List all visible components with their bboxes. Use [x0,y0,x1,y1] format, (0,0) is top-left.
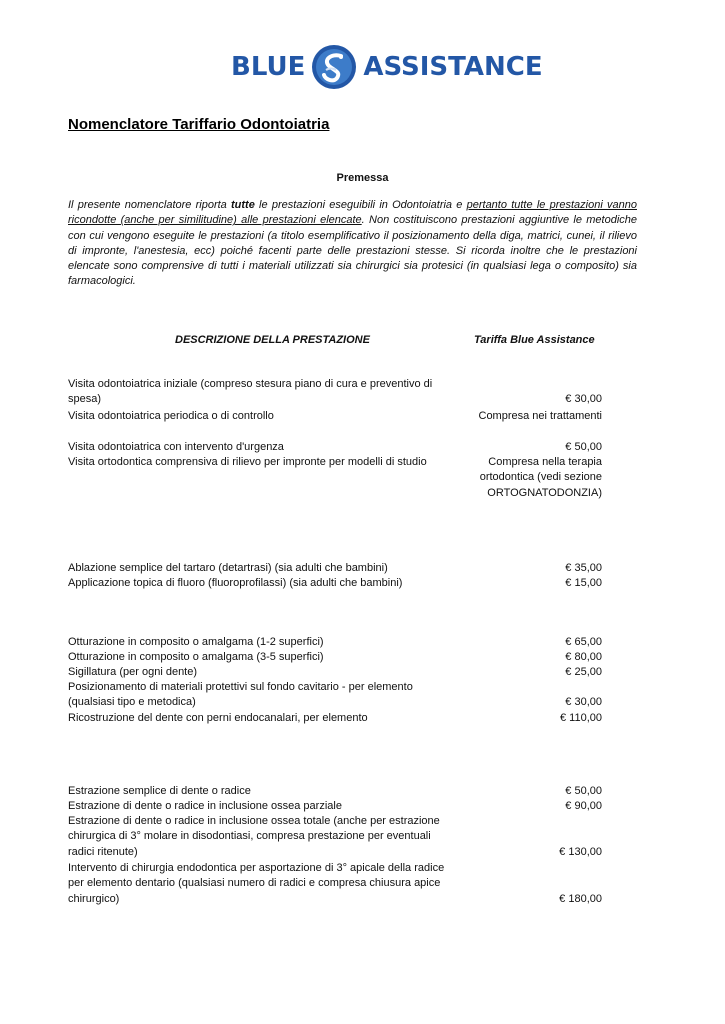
row-price: Compresa nei trattamenti [478,410,602,422]
logo-emblem-icon [311,44,357,90]
logo-word-right: ASSISTANCE [363,52,543,82]
premessa-text-2: le prestazioni eseguibili in Odontoiatria e [254,199,467,211]
row-description: Visita ortodontica comprensiva di rilievo per impronte per modelli di studio [68,456,427,468]
premessa-bold: tutte [231,199,255,211]
row-price: € 90,00 [565,800,602,812]
premessa-paragraph [68,198,637,290]
row-price: € 80,00 [565,651,602,663]
row-description: Ablazione semplice del tartaro (detartrasi) (sia adulti che bambini) [68,562,388,574]
row-price: € 130,00 [559,846,602,858]
row-description: Visita odontoiatrica periodica o di controllo [68,410,274,422]
row-price: € 110,00 [559,712,602,724]
row-description: Visita odontoiatrica con intervento d'urgenza [68,441,284,453]
column-header-price: Tariffa Blue Assistance [474,334,595,346]
row-description: Visita odontoiatrica iniziale (compreso stesura piano di cura e preventivo di spesa) [68,378,433,406]
logo-word-left: BLUE [231,52,306,82]
row-description: Ricostruzione del dente con perni endocanalari, per elemento [68,712,368,724]
premessa-text-3: . Non costituiscono prestazioni aggiuntive le metodiche con cui vengono eseguite le prestazioni (a titolo esemplificativo il posizionamento della diga, matrici, cunei, il rilievo di impronte, l'anestesia, ecc) poiché facenti parte delle prestazioni stesse. Si ricorda inoltre che le prestazioni elencate sono comprensive di tutti i materiali utilizzati sia chirurgici sia protesici (in qualsiasi lega o composito) sia farmacologici. [68,214,637,288]
row-price: € 50,00 [565,785,602,797]
row-price: € 25,00 [565,666,602,678]
row-description: Estrazione di dente o radice in inclusione ossea totale (anche per estrazione chirurgica di 3° molare in disodontiasi, compresa prestazione per eventuali radici ritenute) [68,815,440,858]
premessa-text-1: Il presente nomenclatore riporta [68,199,232,211]
page-title: Nomenclatore Tariffario Odontoiatria [68,116,330,133]
row-price: € 35,00 [565,562,602,574]
row-description: Estrazione di dente o radice in inclusione ossea parziale [68,800,342,812]
row-description: Sigillatura (per ogni dente) [68,666,198,678]
row-price: € 180,00 [559,893,602,905]
row-description: Applicazione topica di fluoro (fluoroprofilassi) (sia adulti che bambini) [68,577,403,589]
row-price: € 15,00 [565,577,602,589]
row-description: Otturazione in composito o amalgama (1-2 superfici) [68,636,324,648]
row-price: Compresa nella terapia ortodontica (vedi sezione ORTOGNATODONZIA) [479,456,602,499]
premessa-heading: Premessa [336,172,389,184]
row-description: Intervento di chirurgia endodontica per asportazione di 3° apicale della radice per elemento dentario (qualsiasi numero di radici e compresa chiusura apice chirurgico) [68,862,445,905]
blue-assistance-logo [231,42,543,92]
column-header-description: DESCRIZIONE DELLA PRESTAZIONE [175,334,370,346]
row-price: € 50,00 [565,441,602,453]
row-price: € 65,00 [565,636,602,648]
row-description: Posizionamento di materiali protettivi sul fondo cavitario - per elemento (qualsiasi tipo e metodica) [68,681,413,709]
row-description: Estrazione semplice di dente o radice [68,785,251,797]
premessa-underlined: pertanto tutte le prestazioni vanno ricondotte (anche per similitudine) alle prestazioni elencate [68,199,637,227]
row-price: € 30,00 [565,696,602,708]
row-price: € 30,00 [565,393,602,405]
row-description: Otturazione in composito o amalgama (3-5 superfici) [68,651,324,663]
